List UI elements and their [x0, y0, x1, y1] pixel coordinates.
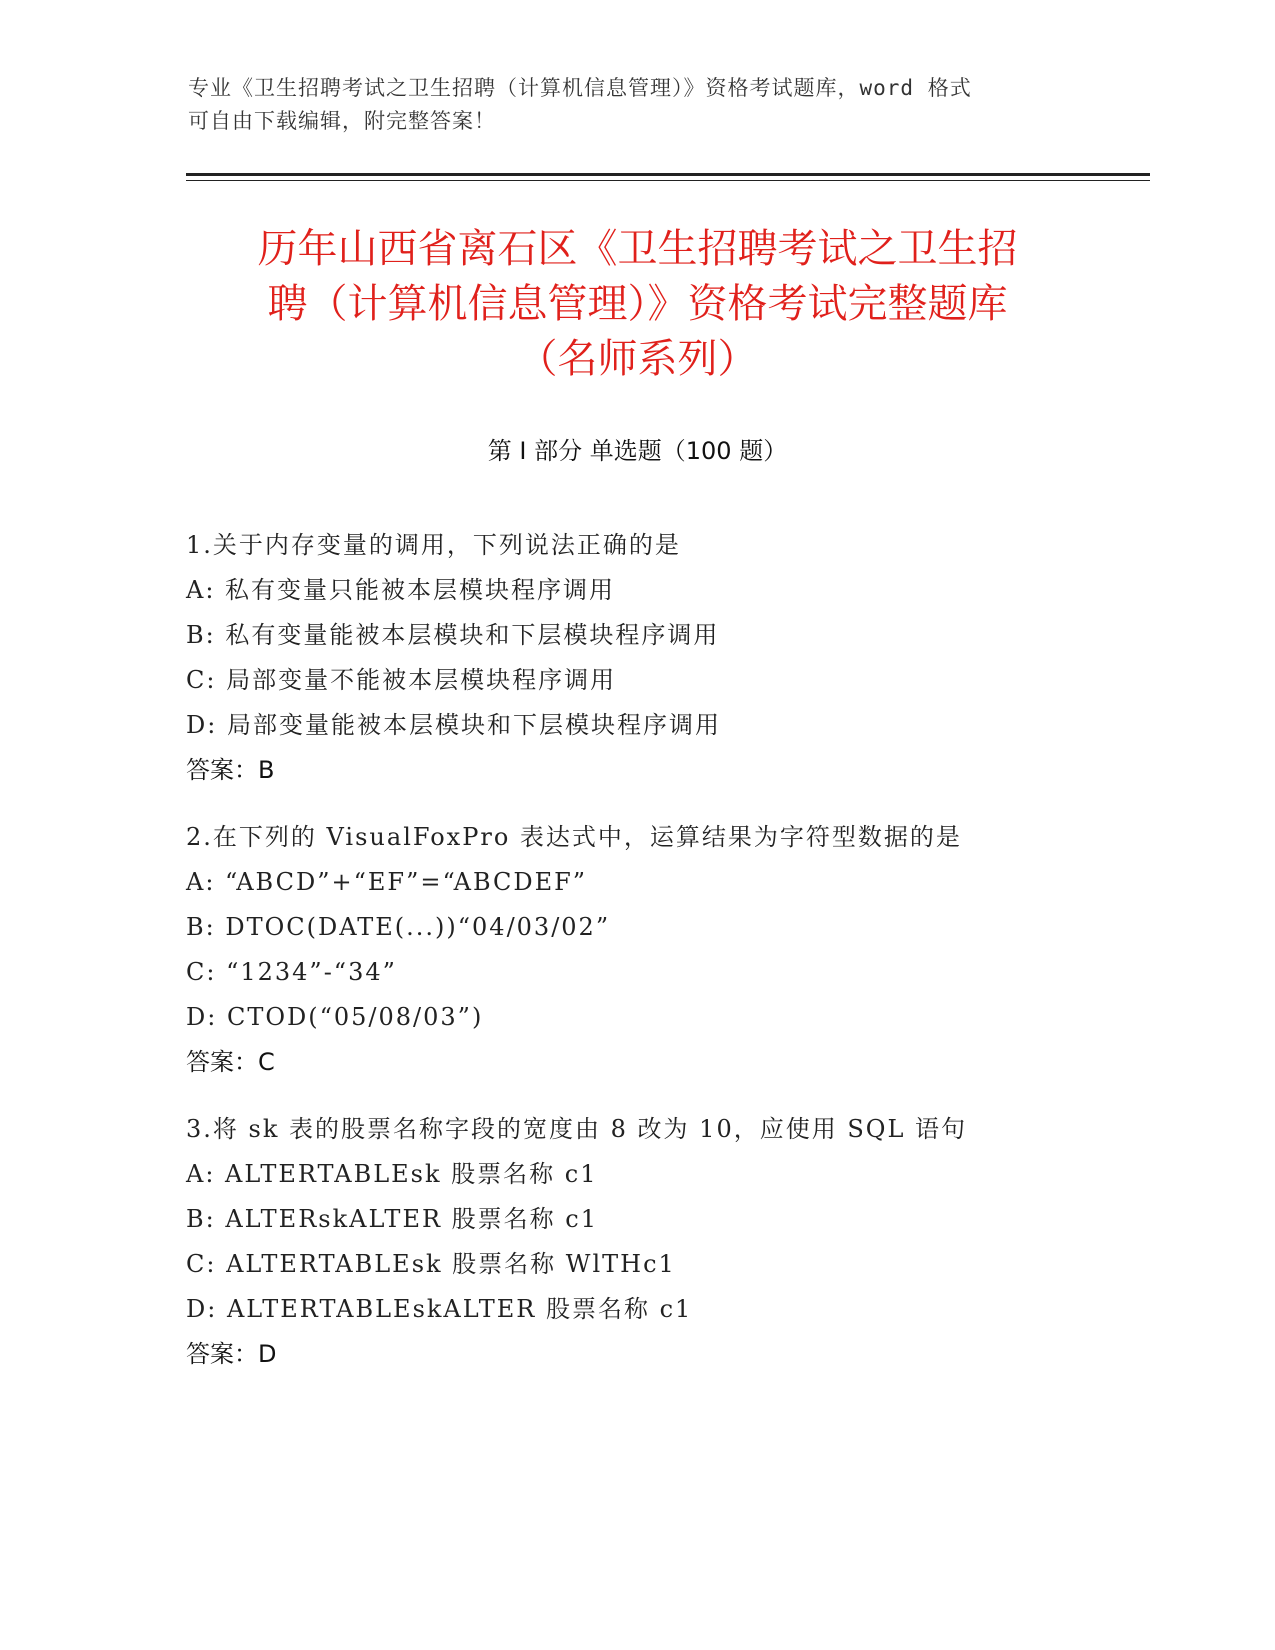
option-a: A: 私有变量只能被本层模块程序调用 [186, 576, 616, 604]
answer-line: 答案：D [186, 1340, 277, 1368]
question-1 [186, 523, 1146, 793]
question-stem: 2.在下列的 VisualFoxPro 表达式中，运算结果为字符型数据的是 [186, 823, 962, 851]
option-b: B: 私有变量能被本层模块和下层模块程序调用 [186, 621, 720, 649]
question-stem: 3.将 sk 表的股票名称字段的宽度由 8 改为 10，应使用 SQL 语句 [186, 1115, 968, 1143]
document-title-line-1: 历年山西省离石区《卫生招聘考试之卫生招 [257, 226, 1018, 272]
header-divider-thin [186, 180, 1150, 181]
option-d: D: ALTERTABLEskALTER 股票名称 c1 [186, 1295, 693, 1323]
answer-line: 答案：B [186, 756, 275, 784]
question-2 [186, 815, 1146, 1085]
option-c: C: “1234”-“34” [186, 958, 397, 986]
header-note-line-2: 可自由下载编辑，附完整答案！ [188, 109, 496, 133]
section-heading: 第 I 部分 单选题（100 题） [487, 437, 788, 465]
document-title [150, 222, 1125, 387]
option-b: B: DTOC(DATE(...))“04/03/02” [186, 913, 611, 941]
option-c: C: ALTERTABLEsk 股票名称 WlTHc1 [186, 1250, 676, 1278]
option-a: A: “ABCD”+“EF”=“ABCDEF” [186, 868, 588, 896]
question-3 [186, 1107, 1146, 1377]
header-note [188, 72, 1068, 138]
header-note-line-1: 专业《卫生招聘考试之卫生招聘（计算机信息管理）》资格考试题库，word 格式 [188, 76, 972, 100]
option-d: D: 局部变量能被本层模块和下层模块程序调用 [186, 711, 721, 739]
option-d: D: CTOD(“05/08/03”) [186, 1003, 484, 1031]
question-list [186, 523, 1146, 1399]
header-divider-thick [186, 173, 1150, 176]
option-a: A: ALTERTABLEsk 股票名称 c1 [186, 1160, 598, 1188]
document-title-line-2: 聘（计算机信息管理）》资格考试完整题库 [267, 281, 1008, 327]
option-c: C: 局部变量不能被本层模块程序调用 [186, 666, 617, 694]
answer-line: 答案：C [186, 1048, 275, 1076]
option-b: B: ALTERskALTER 股票名称 c1 [186, 1205, 598, 1233]
document-title-line-3: （名师系列） [517, 336, 758, 382]
question-stem: 1.关于内存变量的调用，下列说法正确的是 [186, 531, 681, 559]
